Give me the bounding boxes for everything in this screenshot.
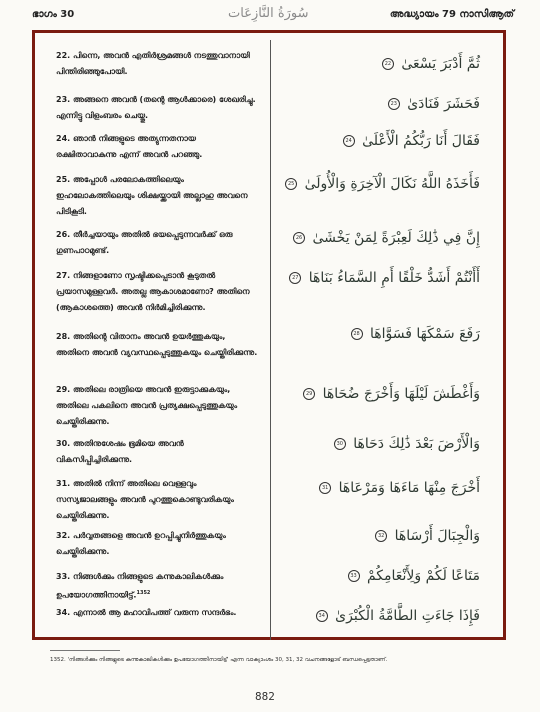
- arabic-verse-23: فَحَشَرَ فَنَادَىٰ 23: [280, 96, 480, 112]
- column-divider: [270, 40, 271, 640]
- arabic-verse-31: أَخْرَجَ مِنْهَا مَاءَهَا وَمَرْعَاهَا 31: [280, 480, 480, 496]
- footnote-ref[interactable]: 1352: [136, 590, 151, 596]
- part-label: ഭാഗം 30: [32, 9, 75, 20]
- verse-number-marker: 33: [348, 570, 360, 582]
- translation-32: 32. പര്‍വ്വതങ്ങളെ അവന്‍ ഉറപ്പിച്ചുനിര്‍ത്തുകയും ചെയ്തിരിക്കുന്നു.: [56, 531, 226, 556]
- arabic-verse-28: رَفَعَ سَمْكَهَا فَسَوَّاهَا 28: [280, 326, 480, 342]
- arabic-verse-29: وَأَغْطَشَ لَيْلَهَا وَأَخْرَجَ ضُحَاهَا 29: [280, 386, 480, 402]
- translation-26: 26. തീര്‍ച്ചയായും അതില്‍ ഭയപ്പെടുന്നവര്‍ക്ക് ഒരു ഗുണപാഠമുണ്ട്.: [56, 230, 233, 255]
- verse-number-marker: 30: [334, 438, 346, 450]
- translation-24: 24. ഞാന്‍ നിങ്ങളുടെ അത്യുന്നതനായ രക്ഷിതാവാകുന്നു എന്ന് അവന്‍ പറഞ്ഞു.: [56, 134, 203, 159]
- arabic-verse-32: وَالْجِبَالَ أَرْسَاهَا 32: [280, 528, 480, 544]
- verse-number-marker: 34: [316, 610, 328, 622]
- verse-number-marker: 32: [375, 530, 387, 542]
- arabic-verse-30: وَالْأَرْضَ بَعْدَ ذَٰلِكَ دَحَاهَا 30: [280, 436, 480, 452]
- footnote: 1352. 'നിങ്ങള്‍ക്കും നിങ്ങളുടെ കന്നുകാലികള്‍ക്കും ഉപയോഗത്തിനായിട്ട്' എന്ന വാക്യാംശം 30, 31, 32 വചനങ്ങളോട് ബന്ധപ്പെട്ടതാണ്.: [50, 657, 388, 663]
- arabic-verse-22: ثُمَّ أَدْبَرَ يَسْعَىٰ 22: [280, 56, 480, 72]
- verse-number-marker: 22: [382, 58, 394, 70]
- verse-number-marker: 26: [293, 232, 305, 244]
- arabic-verse-24: فَقَالَ أَنَا رَبُّكُمُ الْأَعْلَىٰ 24: [280, 133, 480, 149]
- translation-23: 23. അങ്ങനെ അവന്‍ (തന്റെ ആള്‍ക്കാരെ) ശേഖരിച്ചു. എന്നിട്ടു വിളംബരം ചെയ്തു.: [56, 95, 256, 120]
- translation-29: 29. അതിലെ രാത്രിയെ അവന്‍ ഇരുട്ടാക്കുകയും, അതിലെ പകലിനെ അവന്‍ പ്രത്യക്ഷപ്പെടുത്തുകയും ചെയ്തിരിക്കുന്നു.: [56, 385, 238, 426]
- verse-number-marker: 24: [343, 135, 355, 147]
- verse-number-marker: 28: [351, 328, 363, 340]
- translation-30: 30. അതിനുശേഷം ഭൂമിയെ അവന്‍ വികസിപ്പിച്ചിരിക്കുന്നു.: [56, 439, 184, 464]
- translation-34: 34. എന്നാല്‍ ആ മഹാവിപത്ത് വരുന്ന സന്ദര്‍ഭം.: [56, 608, 237, 617]
- verse-number-marker: 31: [319, 482, 331, 494]
- verse-number-marker: 27: [289, 272, 301, 284]
- translation-22: 22. പിന്നെ, അവന്‍ എതിര്‍ശ്രമങ്ങള്‍ നടത്തുവാനായി പിന്തിരിഞ്ഞുപോയി.: [56, 51, 250, 76]
- translation-33: 33. നിങ്ങള്‍ക്കും നിങ്ങളുടെ കന്നുകാലികള്‍ക്കും ഉപയോഗത്തിനായിട്ട്.$^{1352}$: [56, 572, 224, 600]
- translation-31: 31. അതില്‍ നിന്ന് അതിലെ വെള്ളവും സസ്യജാലങ്ങളും അവന്‍ പുറത്തുകൊണ്ടുവരികയും ചെയ്തിരിക്കുന്നു.: [56, 479, 234, 520]
- translation-28: 28. അതിന്റെ വിതാനം അവന്‍ ഉയര്‍ത്തുകയും, അതിനെ അവന്‍ വ്യവസ്ഥപ്പെടുത്തുകയും ചെയ്തിരിക്കുന്നു.: [56, 332, 258, 357]
- page-number: 882: [255, 690, 275, 703]
- arabic-verse-25: فَأَخَذَهُ اللَّهُ نَكَالَ الْآخِرَةِ وَالْأُولَىٰ 25: [280, 176, 480, 192]
- translation-25: 25. അപ്പോള്‍ പരലോകത്തിലെയും ഇഹലോകത്തിലെയും ശിക്ഷയ്ക്കായി അല്ലാഹു അവനെ പിടികൂടി.: [56, 175, 248, 216]
- footnote-rule: [50, 650, 120, 651]
- verse-number-marker: 25: [285, 178, 297, 190]
- chapter-label: അദ്ധ്യായം 79 നാസിആത്: [389, 9, 514, 20]
- arabic-verse-26: إِنَّ فِي ذَٰلِكَ لَعِبْرَةً لِمَنْ يَخْشَىٰ 26: [280, 230, 480, 246]
- arabic-verse-34: فَإِذَا جَاءَتِ الطَّامَّةُ الْكُبْرَىٰ 34: [280, 608, 480, 624]
- arabic-verse-33: مَتَاعًا لَكُمْ وَلِأَنْعَامِكُمْ 33: [280, 568, 480, 584]
- page-header: [0, 6, 540, 28]
- arabic-verse-27: أَأَنْتُمْ أَشَدُّ خَلْقًا أَمِ السَّمَاءُ بَنَاهَا 27: [280, 270, 480, 286]
- verse-number-marker: 29: [303, 388, 315, 400]
- translation-27: 27. നിങ്ങളാണോ സൃഷ്ടിക്കപ്പെടാന്‍ കൂടുതല്‍ പ്രയാസമുള്ളവര്‍. അതല്ല ആകാശമാണോ? അതിനെ (ആകാശത്തെ) അവന്‍ നിര്‍മിച്ചിരിക്കുന്നു.: [56, 271, 250, 312]
- surah-title: سُورَةُ النَّازِعَات: [228, 6, 309, 21]
- verse-number-marker: 23: [388, 98, 400, 110]
